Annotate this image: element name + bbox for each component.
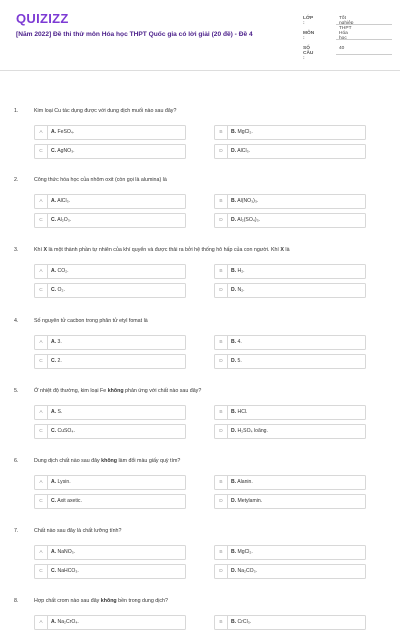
option-label: C. (51, 148, 57, 154)
question-number: 7. (14, 528, 19, 534)
question-text-part: Ở nhiệt độ thường, kim loại Fe (34, 388, 108, 394)
question-emphasis: không (107, 388, 124, 394)
meta-label: MÔN : (303, 31, 315, 41)
option-letter: C (35, 355, 48, 368)
answer-option-b[interactable] (214, 545, 366, 560)
question-number: 5. (14, 388, 19, 394)
option-value: Na₂CrO₄. (57, 619, 79, 625)
answer-option-d[interactable] (214, 144, 366, 159)
question-text: Số nguyên tử cacbon trong phân tử etyl fomat là (34, 318, 148, 324)
option-label: D. (231, 287, 237, 293)
option-value: H₂. (237, 268, 245, 274)
option-label: A. (51, 268, 57, 274)
question-emphasis: X (43, 247, 47, 253)
option-value: 5. (237, 358, 242, 364)
answer-option-d[interactable] (214, 564, 366, 579)
answer-option-b[interactable] (214, 615, 366, 630)
option-text (51, 195, 70, 208)
answer-option-b[interactable] (214, 194, 366, 209)
answer-option-a[interactable] (34, 405, 186, 420)
question-text-part: làm đổi màu giấy quỳ tím? (117, 458, 181, 464)
option-value: Metylamin. (237, 498, 263, 504)
answer-option-d[interactable] (214, 213, 366, 228)
option-letter: A (35, 616, 48, 629)
question-text: Chất nào sau đây là chất lưỡng tính? (34, 528, 122, 534)
option-letter: D (215, 284, 228, 297)
option-letter: A (35, 476, 48, 489)
option-value: Na₂CO₃. (237, 568, 258, 574)
option-letter: C (35, 565, 48, 578)
question-text (34, 247, 384, 253)
answer-option-d[interactable] (214, 354, 366, 369)
option-text (231, 565, 257, 578)
answer-option-b[interactable] (214, 125, 366, 140)
answer-option-b[interactable] (214, 405, 366, 420)
option-letter: D (215, 355, 228, 368)
option-value: AgNO₃. (57, 148, 75, 154)
question-text (34, 388, 384, 394)
option-text (51, 336, 62, 349)
option-letter: C (35, 495, 48, 508)
question-text: Kim loại Cu tác dụng được với dung dịch muối nào sau đây? (34, 108, 177, 114)
option-letter: B (215, 126, 228, 139)
question-emphasis: không (101, 458, 118, 464)
option-letter: B (215, 406, 228, 419)
option-value: S. (57, 409, 63, 415)
option-text (231, 336, 242, 349)
option-letter: A (35, 546, 48, 559)
answer-option-c[interactable] (34, 354, 186, 369)
answer-option-b[interactable] (214, 475, 366, 490)
option-label: C. (51, 217, 57, 223)
question-number: 1. (14, 108, 19, 114)
option-label: B. (231, 619, 237, 625)
answer-option-a[interactable] (34, 194, 186, 209)
question-number: 4. (14, 318, 19, 324)
option-text (231, 195, 258, 208)
option-label: D. (231, 498, 237, 504)
option-text (51, 284, 65, 297)
option-letter: C (35, 145, 48, 158)
answer-option-d[interactable] (214, 494, 366, 509)
answer-option-c[interactable] (34, 283, 186, 298)
option-value: CrCl₃. (237, 619, 252, 625)
answer-option-a[interactable] (34, 335, 186, 350)
question-text-part: phản ứng với chất nào sau đây? (123, 388, 202, 394)
option-letter: D (215, 495, 228, 508)
option-text (51, 495, 82, 508)
header-divider (0, 70, 400, 71)
option-value: Lysin. (57, 479, 71, 485)
option-text (231, 214, 260, 227)
option-letter: A (35, 126, 48, 139)
question-text-part: là (283, 247, 290, 253)
option-value: N₂. (237, 287, 245, 293)
meta-value: 40 (339, 46, 345, 51)
option-value: 4. (237, 339, 242, 345)
question-text-part: là một thành phần tự nhiên của khí quyển và được thải ra bởi hệ thống hô hấp của con người. Khí (46, 247, 281, 253)
option-label: A. (51, 619, 57, 625)
option-text (51, 214, 71, 227)
option-letter: B (215, 336, 228, 349)
answer-option-d[interactable] (214, 424, 366, 439)
answer-option-d[interactable] (214, 283, 366, 298)
option-text (51, 565, 79, 578)
option-text (51, 425, 75, 438)
option-value: FeSO₄. (57, 129, 75, 135)
question-text-part: Dung dịch chất nào sau đây (34, 458, 102, 464)
option-label: A. (51, 549, 57, 555)
option-letter: B (215, 195, 228, 208)
option-label: D. (231, 217, 237, 223)
option-label: A. (51, 198, 57, 204)
option-label: A. (51, 409, 57, 415)
option-text (51, 546, 75, 559)
option-label: B. (231, 339, 237, 345)
option-label: B. (231, 409, 237, 415)
option-value: Al₂O₃. (57, 217, 72, 223)
option-text (231, 495, 262, 508)
option-letter: B (215, 546, 228, 559)
option-label: C. (51, 568, 57, 574)
option-value: NaNO₃. (57, 549, 76, 555)
option-value: AlCl₃. (237, 148, 251, 154)
option-value: O₂. (57, 287, 65, 293)
answer-option-c[interactable] (34, 564, 186, 579)
option-text (231, 145, 250, 158)
option-letter: A (35, 406, 48, 419)
answer-option-a[interactable] (34, 125, 186, 140)
option-text (231, 406, 247, 419)
option-label: A. (51, 129, 57, 135)
option-text (51, 476, 71, 489)
option-label: D. (231, 428, 237, 434)
option-letter: B (215, 265, 228, 278)
option-text (51, 406, 62, 419)
option-value: CO₂. (57, 268, 69, 274)
option-label: B. (231, 549, 237, 555)
question-text (34, 458, 384, 464)
option-letter: A (35, 265, 48, 278)
option-value: MgCl₂. (237, 129, 253, 135)
option-value: Axit axetic. (57, 498, 82, 504)
option-text (231, 126, 253, 139)
option-value: Alanin. (237, 479, 253, 485)
answer-option-a[interactable] (34, 615, 186, 630)
option-text (231, 355, 242, 368)
answer-option-a[interactable] (34, 475, 186, 490)
question-text (34, 598, 384, 604)
answer-option-c[interactable] (34, 494, 186, 509)
option-label: C. (51, 358, 57, 364)
option-text (231, 616, 251, 629)
option-letter: D (215, 214, 228, 227)
quizizz-logo: QUIZIZZ (16, 11, 69, 26)
option-value: 3. (57, 339, 62, 345)
answer-option-b[interactable] (214, 264, 366, 279)
option-letter: D (215, 425, 228, 438)
question-number: 8. (14, 598, 19, 604)
option-letter: C (35, 284, 48, 297)
question-text-part: Hợp chất crom nào sau đây (34, 598, 101, 604)
option-letter: C (35, 214, 48, 227)
option-label: D. (231, 358, 237, 364)
page-title: [Năm 2022] Đề thi thử môn Hóa học THPT Quốc gia có lời giải (20 đề) - Đề 4 (16, 31, 253, 38)
meta-label: LỚP : (303, 16, 314, 26)
option-text (51, 145, 75, 158)
option-label: D. (231, 148, 237, 154)
question-emphasis: không (100, 598, 117, 604)
option-value: H₂SO₄ loãng. (237, 428, 268, 434)
question-number: 6. (14, 458, 19, 464)
option-text (231, 546, 253, 559)
option-value: MgCl₂. (237, 549, 253, 555)
question-number: 3. (14, 247, 19, 253)
answer-option-c[interactable] (34, 424, 186, 439)
option-letter: C (35, 425, 48, 438)
question-text: Công thức hóa học của nhôm oxit (còn gọi là alumina) là (34, 177, 167, 183)
answer-option-b[interactable] (214, 335, 366, 350)
question-text-part: Khí (34, 247, 44, 253)
page-header (0, 0, 400, 70)
answer-option-c[interactable] (34, 144, 186, 159)
option-label: C. (51, 428, 57, 434)
option-letter: D (215, 145, 228, 158)
option-value: Al(NO₃)₃. (237, 198, 259, 204)
option-label: C. (51, 498, 57, 504)
option-letter: A (35, 195, 48, 208)
option-letter: B (215, 616, 228, 629)
option-text (231, 284, 245, 297)
option-value: AlCl₃. (57, 198, 71, 204)
option-label: A. (51, 479, 57, 485)
option-text (231, 425, 268, 438)
question-number: 2. (14, 177, 19, 183)
answer-option-a[interactable] (34, 264, 186, 279)
option-label: D. (231, 568, 237, 574)
option-value: 2. (57, 358, 62, 364)
option-letter: D (215, 565, 228, 578)
option-label: B. (231, 479, 237, 485)
option-letter: B (215, 476, 228, 489)
option-label: C. (51, 287, 57, 293)
meta-value: Hóa học (339, 31, 348, 41)
option-text (231, 265, 245, 278)
answer-option-c[interactable] (34, 213, 186, 228)
option-text (51, 126, 74, 139)
option-text (51, 265, 69, 278)
option-text (51, 355, 62, 368)
option-value: NaHCO₃. (57, 568, 79, 574)
option-value: Al₂(SO₄)₃. (237, 217, 261, 223)
option-label: B. (231, 268, 237, 274)
meta-value: Tốt nghiệp THPT (339, 16, 354, 31)
option-text (231, 476, 253, 489)
option-label: B. (231, 198, 237, 204)
question-text-part: bền trong dung dịch? (116, 598, 168, 604)
option-label: A. (51, 339, 57, 345)
option-text (51, 616, 79, 629)
answer-option-a[interactable] (34, 545, 186, 560)
option-label: B. (231, 129, 237, 135)
option-letter: A (35, 336, 48, 349)
meta-label: SỐ CÂU : (303, 46, 314, 61)
option-value: CuSO₄. (57, 428, 75, 434)
question-emphasis: X (280, 247, 284, 253)
option-value: HCl. (237, 409, 248, 415)
